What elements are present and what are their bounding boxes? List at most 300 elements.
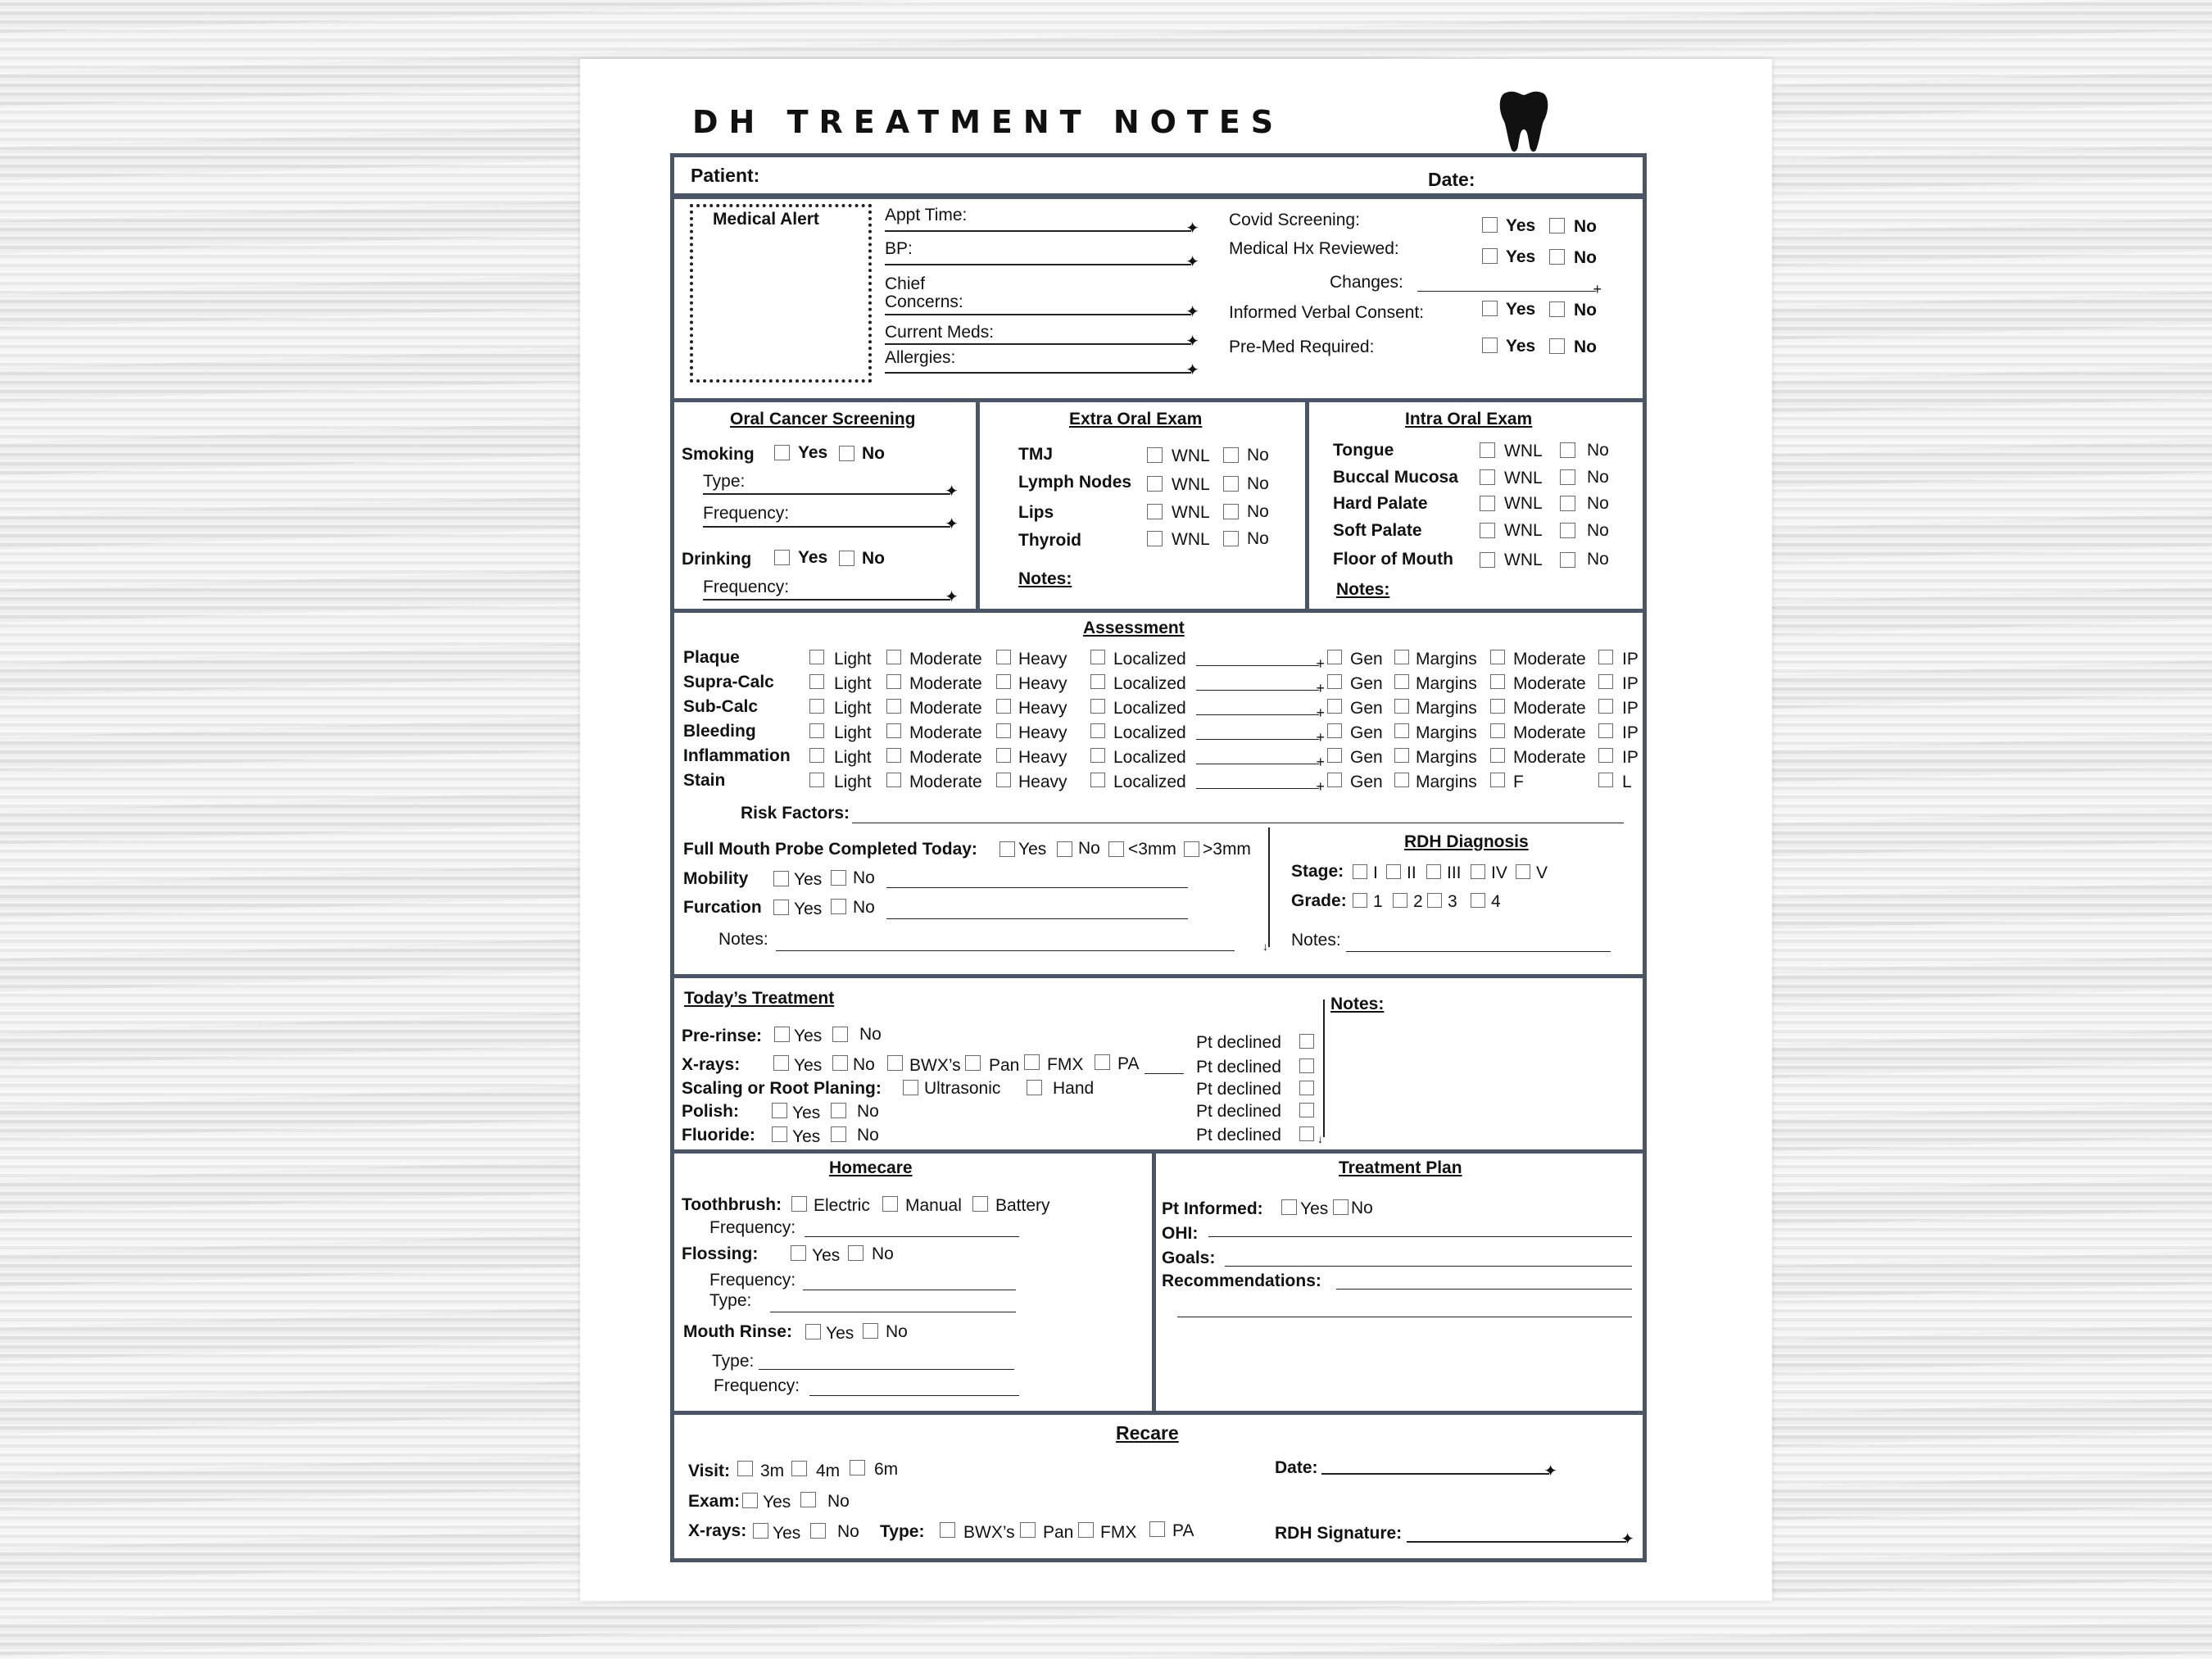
furcation-field[interactable] [886,918,1188,919]
sub-calc-moderate-label: Moderate [909,699,982,718]
risk-factors-label: Risk Factors: [741,804,850,823]
changes-field[interactable] [1417,291,1596,292]
stain-light-checkbox[interactable] [809,773,824,787]
extra-oral-heading: Extra Oral Exam [1069,410,1203,428]
plaque-moderate-checkbox[interactable] [1490,650,1505,664]
medical-alert-box[interactable] [690,204,872,383]
grade-4-checkbox[interactable] [1471,893,1485,908]
consent-label: Informed Verbal Consent: [1229,303,1425,322]
inflammation-moderate-checkbox[interactable] [886,748,901,763]
hx-no-checkbox[interactable] [1549,249,1565,265]
stain-l-checkbox[interactable] [1598,773,1613,787]
smoking-type-label: Type: [703,472,746,491]
changes-label: Changes: [1330,273,1403,292]
page-title: DH TREATMENT NOTES [692,104,1285,140]
visit-label: Visit: [688,1462,730,1480]
exam-label: Exam: [688,1492,741,1511]
covid-yes-checkbox[interactable] [1482,217,1498,233]
rinse-type-field[interactable] [759,1369,1014,1370]
fluoride-yes-checkbox[interactable] [772,1126,787,1142]
tmj-wnl-checkbox[interactable] [1147,447,1163,463]
supra-calc-moderate-checkbox[interactable] [1490,674,1505,689]
visit-6m-checkbox[interactable] [850,1460,865,1475]
xrays-yes-checkbox[interactable] [773,1055,789,1071]
toothbrush-frequency-field[interactable] [805,1236,1019,1237]
grade-3-checkbox[interactable] [1427,893,1442,908]
grade-4-label: 4 [1491,892,1501,911]
lips-wnl-checkbox[interactable] [1147,504,1163,519]
stain-margins-checkbox[interactable] [1394,773,1409,787]
pt-declined-checkbox[interactable] [1299,1081,1314,1095]
polish-no-label: No [857,1102,879,1121]
furcation-no-checkbox[interactable] [831,899,846,914]
chief-label-1: Chief [885,274,926,293]
lymph-wnl-checkbox[interactable] [1147,476,1163,492]
probe-no-checkbox[interactable] [1057,841,1072,857]
xrays-pa-checkbox[interactable] [1095,1054,1110,1070]
floor-of-mouth-label: Floor of Mouth [1333,550,1453,569]
plaque-gen-checkbox[interactable] [1327,650,1342,664]
floor-no-checkbox[interactable] [1560,552,1575,568]
recare-xrays-no-label: No [837,1522,859,1541]
ohi-label: OHI: [1162,1224,1199,1243]
sub-calc-localized-label: Localized [1113,699,1186,718]
recare-xrays-yes-checkbox[interactable] [753,1523,768,1539]
medical-alert-label: Medical Alert [713,210,819,229]
assessment-row-label: Plaque [683,648,740,667]
supra-calc-margins-label: Margins [1416,674,1477,693]
stain-moderate-checkbox[interactable] [886,773,901,787]
stain-heavy-checkbox[interactable] [996,773,1011,787]
allergies-label: Allergies: [885,348,956,367]
soft-palate-label: Soft Palate [1333,521,1422,540]
treatment-notes-label: Notes: [1330,995,1385,1013]
stain-localized-label: Localized [1113,773,1186,791]
consent-yes-label: Yes [1506,300,1536,319]
buccal-wnl-checkbox[interactable] [1480,469,1495,485]
sub-calc-margins-checkbox[interactable] [1394,699,1409,714]
thyroid-wnl-label: WNL [1172,530,1210,549]
hand-checkbox[interactable] [1027,1080,1042,1095]
fluoride-no-label: No [857,1126,879,1145]
plaque-heavy-checkbox[interactable] [996,650,1011,664]
bleeding-gen-label: Gen [1350,723,1383,742]
ultrasonic-label: Ultrasonic [924,1079,1001,1098]
stage-II-label: II [1407,863,1416,882]
pt-declined-checkbox[interactable] [1299,1103,1314,1117]
premed-no-label: No [1574,338,1597,356]
diagnosis-notes-field[interactable] [1346,951,1611,952]
assessment-row-label: Stain [683,771,726,790]
xrays-bwx-checkbox[interactable] [887,1055,903,1071]
flossing-no-checkbox[interactable] [848,1245,863,1261]
plaque-light-checkbox[interactable] [809,650,824,664]
manual-label: Manual [905,1196,962,1215]
mobility-label: Mobility [683,869,749,888]
rinse-yes-checkbox[interactable] [805,1324,821,1339]
stain-localized-field[interactable] [1196,788,1319,789]
consent-no-checkbox[interactable] [1549,301,1565,317]
sub-calc-light-label: Light [834,699,872,718]
inflammation-heavy-label: Heavy [1018,748,1067,767]
recare-pan-label: Pan [1043,1523,1074,1542]
stage-I-checkbox[interactable] [1353,864,1367,879]
mobility-yes-checkbox[interactable] [773,871,789,886]
covid-no-checkbox[interactable] [1549,218,1565,233]
recare-fmx-label: FMX [1100,1523,1137,1542]
supra-calc-ip-label: IP [1622,674,1639,693]
soft-palate-no-checkbox[interactable] [1560,523,1575,538]
bleeding-light-label: Light [834,723,872,742]
supra-calc-heavy-checkbox[interactable] [996,674,1011,689]
xrays-pa-field[interactable] [1145,1073,1184,1074]
smoking-label: Smoking [682,445,755,464]
mobility-no-label: No [853,868,875,887]
stain-localized-checkbox[interactable] [1090,773,1105,787]
tongue-wnl-checkbox[interactable] [1480,442,1495,458]
pt-declined-label: Pt declined [1196,1126,1281,1145]
recare-xrays-label: X-rays: [688,1521,747,1540]
supra-calc-gen-checkbox[interactable] [1327,674,1342,689]
mobility-field[interactable] [886,887,1188,888]
manual-checkbox[interactable] [882,1196,898,1212]
stain-gen-checkbox[interactable] [1327,773,1342,787]
hard-palate-no-checkbox[interactable] [1560,496,1575,511]
grade-label: Grade: [1291,891,1347,910]
informed-no-label: No [1351,1199,1373,1217]
drinking-yes-checkbox[interactable] [774,550,790,565]
bleeding-margins-checkbox[interactable] [1394,723,1409,738]
mouth-rinse-label: Mouth Rinse: [683,1322,792,1341]
plaque-ip-checkbox[interactable] [1598,650,1613,664]
lips-no-checkbox[interactable] [1223,504,1239,519]
bleeding-moderate-label: Moderate [909,723,982,742]
rinse-frequency-field[interactable] [809,1395,1019,1396]
premed-yes-label: Yes [1506,337,1536,356]
lymph-no-checkbox[interactable] [1223,476,1239,492]
inflammation-moderate-checkbox[interactable] [1490,748,1505,763]
smoking-no-label: No [862,444,885,463]
battery-label: Battery [995,1196,1050,1215]
visit-3m-checkbox[interactable] [737,1461,753,1476]
exam-no-checkbox[interactable] [800,1492,816,1507]
assessment-notes-field[interactable] [776,950,1235,951]
patient-label: Patient: [691,165,760,186]
treatment-divider [1323,999,1325,1137]
furcation-yes-label: Yes [794,900,823,918]
soft-palate-wnl-checkbox[interactable] [1480,523,1495,538]
recare-pan-checkbox[interactable] [1020,1522,1036,1538]
xrays-fmx-label: FMX [1047,1055,1084,1074]
supra-calc-localized-field[interactable] [1196,690,1319,691]
visit-4m-checkbox[interactable] [791,1461,807,1476]
smoking-no-checkbox[interactable] [839,446,854,461]
supra-calc-margins-checkbox[interactable] [1394,674,1409,689]
stain-light-label: Light [834,773,872,791]
chief-concerns-field[interactable] [885,314,1191,315]
grade-2-checkbox[interactable] [1393,893,1407,908]
inflammation-gen-checkbox[interactable] [1327,748,1342,763]
drinking-no-checkbox[interactable] [839,551,854,566]
inflammation-margins-label: Margins [1416,748,1477,767]
supra-calc-light-checkbox[interactable] [809,674,824,689]
stain-gen-label: Gen [1350,773,1383,791]
signature-field[interactable] [1407,1541,1626,1543]
fluoride-label: Fluoride: [682,1126,755,1145]
recare-bwx-label: BWX’s [963,1523,1015,1542]
prerinse-no-checkbox[interactable] [832,1027,848,1042]
consent-no-label: No [1574,301,1597,320]
mobility-no-checkbox[interactable] [831,870,846,886]
premed-yes-checkbox[interactable] [1482,338,1498,353]
informed-yes-checkbox[interactable] [1281,1199,1297,1215]
soft-palate-no-label: No [1587,521,1609,540]
plaque-margins-checkbox[interactable] [1394,650,1409,664]
recare-heading: Recare [1116,1422,1179,1444]
stage-label: Stage: [1291,862,1344,881]
polish-yes-checkbox[interactable] [772,1103,787,1118]
battery-checkbox[interactable] [972,1196,988,1212]
bleeding-moderate-checkbox[interactable] [886,723,901,738]
plaque-localized-field[interactable] [1196,665,1319,666]
inflammation-margins-checkbox[interactable] [1394,748,1409,763]
pt-declined-label: Pt declined [1196,1058,1281,1077]
diagnosis-notes-label: Notes: [1291,931,1341,950]
bleeding-localized-label: Localized [1113,723,1186,742]
xrays-pa-label: PA [1117,1054,1140,1073]
consent-yes-checkbox[interactable] [1482,301,1498,316]
stage-III-label: III [1447,863,1462,882]
prerinse-label: Pre-rinse: [682,1027,763,1045]
tongue-label: Tongue [1333,441,1394,460]
thyroid-no-checkbox[interactable] [1223,531,1239,546]
grade-2-label: 2 [1413,892,1423,911]
tmj-no-checkbox[interactable] [1223,447,1239,463]
supra-calc-localized-label: Localized [1113,674,1186,693]
toothbrush-label: Toothbrush: [682,1195,782,1214]
bleeding-ip-checkbox[interactable] [1598,723,1613,738]
stain-moderate-label: Moderate [909,773,982,791]
supra-calc-moderate-checkbox[interactable] [886,674,901,689]
informed-yes-label: Yes [1300,1199,1329,1218]
treatment-heading: Today’s Treatment [684,989,835,1008]
probe-lt3-checkbox[interactable] [1108,841,1124,857]
pt-declined-checkbox[interactable] [1299,1058,1314,1073]
recare-bwx-checkbox[interactable] [940,1522,955,1538]
extra-oral-notes-label: Notes: [1018,569,1072,588]
stain-margins-label: Margins [1416,773,1477,791]
stage-V-label: V [1536,863,1548,882]
exam-yes-checkbox[interactable] [742,1493,758,1508]
prerinse-yes-label: Yes [794,1027,823,1045]
current-meds-label: Current Meds: [885,323,995,342]
bleeding-localized-field[interactable] [1196,739,1319,740]
sub-calc-ip-label: IP [1622,699,1639,718]
prerinse-yes-checkbox[interactable] [774,1027,790,1042]
fluoride-yes-label: Yes [792,1127,821,1146]
hand-label: Hand [1053,1079,1095,1098]
sub-calc-light-checkbox[interactable] [809,699,824,714]
stage-IV-checkbox[interactable] [1471,864,1485,879]
stain-heavy-label: Heavy [1018,773,1067,791]
stage-V-checkbox[interactable] [1516,864,1530,879]
allergies-field[interactable] [885,372,1191,374]
lymph-wnl-label: WNL [1172,475,1210,494]
floor-no-label: No [1587,550,1609,569]
oral-cancer-heading: Oral Cancer Screening [730,410,916,428]
patient-row [670,153,1647,199]
smoking-yes-label: Yes [798,443,828,462]
flossing-yes-checkbox[interactable] [791,1245,806,1261]
flossing-frequency-label: Frequency: [709,1271,796,1290]
recare-pa-checkbox[interactable] [1149,1521,1165,1537]
smoking-yes-checkbox[interactable] [774,445,790,460]
sub-calc-localized-checkbox[interactable] [1090,699,1105,714]
recare-type-label: Type: [880,1522,925,1541]
diagnosis-heading: RDH Diagnosis [1404,832,1529,851]
plaque-heavy-label: Heavy [1018,650,1067,669]
smoking-type-field[interactable] [703,493,950,495]
grade-1-label: 1 [1373,892,1383,911]
supra-calc-gen-label: Gen [1350,674,1383,693]
electric-label: Electric [814,1196,870,1215]
bleeding-heavy-checkbox[interactable] [996,723,1011,738]
inflammation-ip-checkbox[interactable] [1598,748,1613,763]
polish-no-checkbox[interactable] [831,1103,846,1118]
bp-field[interactable] [885,264,1191,265]
tooth-icon [1498,88,1550,154]
recare-xrays-no-checkbox[interactable] [810,1523,826,1539]
recare-xrays-yes-label: Yes [773,1524,801,1543]
goals-field[interactable] [1225,1266,1632,1267]
flossing-no-label: No [872,1244,894,1263]
toothbrush-frequency-label: Frequency: [709,1218,796,1237]
sub-calc-moderate-checkbox[interactable] [886,699,901,714]
recommendations-field[interactable] [1336,1289,1632,1290]
inflammation-heavy-checkbox[interactable] [996,748,1011,763]
smoking-frequency-field[interactable] [703,526,950,528]
covid-label: Covid Screening: [1229,211,1360,229]
drinking-no-label: No [862,549,885,568]
covid-no-label: No [1574,217,1597,236]
lymph-no-label: No [1247,474,1269,493]
fluoride-no-checkbox[interactable] [831,1126,846,1142]
goals-label: Goals: [1162,1249,1216,1267]
bleeding-localized-checkbox[interactable] [1090,723,1105,738]
supra-calc-ip-checkbox[interactable] [1598,674,1613,689]
plaque-moderate-label: Moderate [1513,650,1586,669]
sub-calc-ip-checkbox[interactable] [1598,699,1613,714]
sub-calc-heavy-label: Heavy [1018,699,1067,718]
thyroid-wnl-checkbox[interactable] [1147,531,1163,546]
assessment-row-label: Bleeding [683,722,756,741]
bleeding-gen-checkbox[interactable] [1327,723,1342,738]
pt-declined-checkbox[interactable] [1299,1034,1314,1049]
assessment-row-label: Sub-Calc [683,697,759,716]
tongue-no-label: No [1587,441,1609,460]
sub-calc-localized-field[interactable] [1196,714,1319,715]
ultrasonic-checkbox[interactable] [903,1080,918,1095]
polish-label: Polish: [682,1102,740,1121]
tmj-no-label: No [1247,446,1269,465]
exam-yes-label: Yes [763,1493,791,1512]
drinking-frequency-field[interactable] [703,599,950,601]
plaque-localized-checkbox[interactable] [1090,650,1105,664]
xrays-fmx-checkbox[interactable] [1024,1054,1040,1070]
polish-yes-label: Yes [792,1104,821,1122]
bleeding-ip-label: IP [1622,723,1639,742]
recare-fmx-checkbox[interactable] [1078,1522,1094,1538]
mobility-yes-label: Yes [794,870,823,889]
ohi-field[interactable] [1208,1236,1632,1237]
furcation-yes-checkbox[interactable] [773,900,789,915]
bleeding-moderate-checkbox[interactable] [1490,723,1505,738]
grade-1-checkbox[interactable] [1353,893,1367,908]
bleeding-light-checkbox[interactable] [809,723,824,738]
rinse-no-checkbox[interactable] [863,1323,878,1339]
sub-calc-heavy-checkbox[interactable] [996,699,1011,714]
tmj-wnl-label: WNL [1172,446,1210,465]
supra-calc-heavy-label: Heavy [1018,674,1067,693]
xrays-no-label: No [853,1055,875,1074]
informed-no-checkbox[interactable] [1333,1199,1349,1215]
lips-wnl-label: WNL [1172,503,1210,522]
hard-palate-wnl-checkbox[interactable] [1480,496,1495,511]
lips-label: Lips [1018,503,1054,522]
lips-no-label: No [1247,502,1269,521]
probe-label: Full Mouth Probe Completed Today: [683,840,977,859]
plaque-moderate-label: Moderate [909,650,982,669]
stage-III-checkbox[interactable] [1426,864,1441,879]
tongue-no-checkbox[interactable] [1560,442,1575,458]
sub-calc-gen-label: Gen [1350,699,1383,718]
probe-lt3-label: <3mm [1128,840,1176,859]
sub-calc-gen-checkbox[interactable] [1327,699,1342,714]
inflammation-light-label: Light [834,748,872,767]
floor-wnl-checkbox[interactable] [1480,552,1495,568]
hx-yes-checkbox[interactable] [1482,248,1498,264]
supra-calc-localized-checkbox[interactable] [1090,674,1105,689]
pt-declined-checkbox[interactable] [1299,1126,1314,1141]
stain-f-label: F [1513,773,1524,791]
xrays-pan-checkbox[interactable] [965,1055,981,1071]
buccal-mucosa-label: Buccal Mucosa [1333,468,1458,487]
current-meds-field[interactable] [885,343,1191,345]
recare-date-field[interactable] [1321,1473,1549,1475]
bp-label: BP: [885,239,913,258]
appt-time-field[interactable] [885,230,1191,232]
stage-II-checkbox[interactable] [1386,864,1401,879]
stage-IV-label: IV [1491,863,1507,882]
stain-f-checkbox[interactable] [1490,773,1505,787]
buccal-no-checkbox[interactable] [1560,469,1575,485]
inflammation-light-checkbox[interactable] [809,748,824,763]
premed-no-checkbox[interactable] [1549,338,1565,354]
sub-calc-moderate-checkbox[interactable] [1490,699,1505,714]
xrays-no-checkbox[interactable] [832,1055,848,1071]
probe-gt3-checkbox[interactable] [1184,841,1199,857]
homecare-heading: Homecare [829,1158,913,1177]
supra-calc-moderate-label: Moderate [909,674,982,693]
electric-checkbox[interactable] [791,1196,807,1212]
inflammation-localized-checkbox[interactable] [1090,748,1105,763]
divider-arrow: ↓ [1262,940,1268,953]
plaque-margins-label: Margins [1416,650,1477,669]
probe-yes-checkbox[interactable] [999,841,1015,857]
hard-palate-no-label: No [1587,494,1609,513]
plaque-moderate-checkbox[interactable] [886,650,901,664]
pt-declined-label: Pt declined [1196,1080,1281,1099]
